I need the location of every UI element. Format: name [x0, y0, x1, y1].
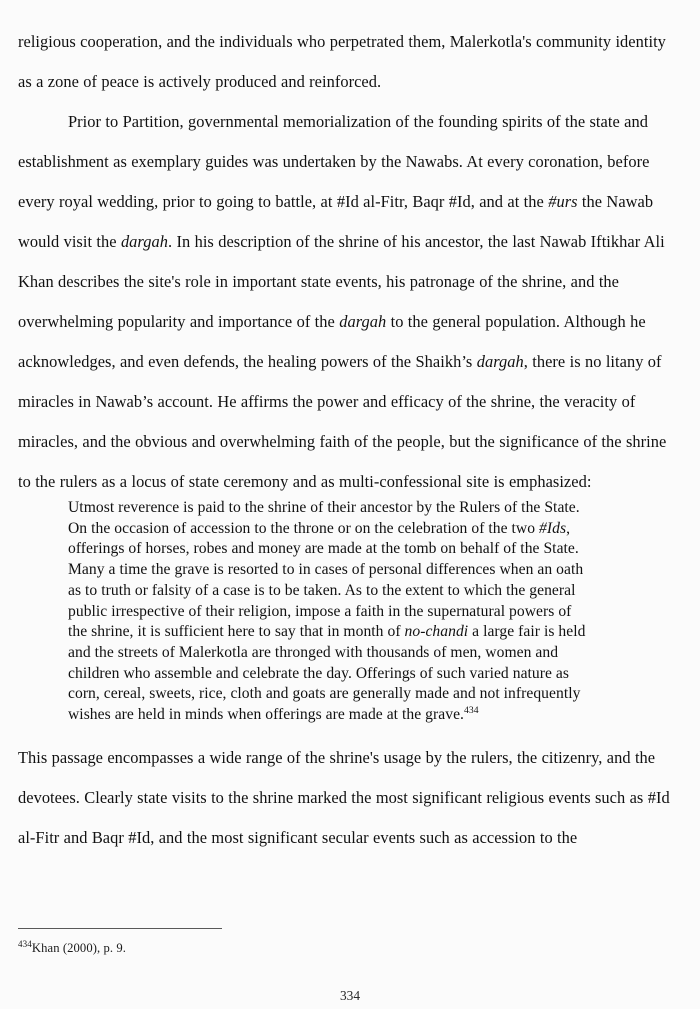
quote-line — [68, 581, 648, 602]
footnote-text: Khan (2000), p. 9. — [31, 941, 127, 955]
quote-line — [68, 705, 648, 726]
paragraph-this-passage — [18, 738, 682, 858]
quote-line — [68, 602, 648, 623]
body-text-column — [18, 22, 682, 502]
footnote-marker: 434 — [18, 938, 32, 949]
quote-line — [68, 643, 648, 664]
text-run: religious cooperation, and the individuals who perpetrated them, Malerkotla's community identity as a zone of peace is actively produced and reinforced. — [18, 32, 666, 91]
italic-term: dargah — [476, 352, 524, 371]
text-run: Utmost reverence is paid to the shrine of their ancestor by the Rulers of the State. — [68, 499, 580, 516]
quote-line — [68, 498, 648, 519]
text-run: Prior to Partition, governmental memorialization of the founding spirits of the state and establishment as exemplary guides was undertaken by the Nawabs. At every coronation, before every royal wedding, prior to going to battle, at #Id al-Fitr, Baqr #Id, and at the — [18, 112, 650, 211]
text-run: public irrespective of their religion, impose a faith in the supernatural powers of — [68, 602, 572, 620]
text-run: offerings of horses, robes and money are made at the tomb on behalf of the State. — [68, 540, 579, 558]
footnote-separator-rule — [18, 928, 222, 929]
paragraph-continued — [18, 22, 682, 102]
text-run: This passage encompasses a wide range of the shrine's usage by the rulers, the citizenry, and the devotees. Clearly state visits to the shrine marked the most significant religious events such as #Id al-Fitr and Baqr #Id, and the most significant secular events such as accession to the — [18, 748, 670, 847]
text-run: , — [566, 519, 571, 537]
quote-line — [68, 519, 648, 540]
text-run: a large fair is held — [468, 623, 586, 641]
quote-line — [68, 684, 648, 705]
text-run: the Nawab would visit the — [18, 192, 654, 251]
text-run: children who assemble and celebrate the day. Offerings of such varied nature as — [68, 664, 570, 682]
text-run: to the general population. Although he acknowledges, and even defends, the healing powers of the Shaikh’s — [18, 312, 646, 371]
text-run: Many a time the grave is resorted to in cases of personal differences when an oath — [68, 561, 584, 579]
text-run: corn, cereal, sweets, rice, cloth and goats are generally made and not infrequently — [68, 685, 581, 703]
italic-term: #urs — [548, 192, 578, 211]
closing-text-column — [18, 738, 682, 858]
text-run: as to truth or falsity of a case is to be taken. As to the extent to which the general — [68, 581, 576, 599]
footnote-reference: 434 — [464, 704, 479, 716]
quote-line — [68, 622, 648, 643]
text-run: and the streets of Malerkotla are thronged with thousands of men, women and — [68, 643, 559, 661]
quote-line — [68, 560, 648, 581]
italic-term: #Ids — [539, 519, 567, 537]
text-run: . In his description of the shrine of his ancestor, the last Nawab Iftikhar Ali Khan describes the site's role in important state events, his patronage of the shrine, and the overwhelming popularity and importance of the — [18, 232, 665, 331]
text-run: the shrine, it is sufficient here to say that in month of — [68, 623, 405, 641]
footnote-entry — [18, 940, 518, 956]
text-run: On the occasion of accession to the throne or on the celebration of the two — [68, 519, 540, 537]
page-number: 334 — [339, 988, 361, 1003]
italic-term: dargah — [339, 312, 387, 331]
italic-term: dargah — [120, 232, 168, 251]
quote-line — [68, 664, 648, 685]
paragraph-prior-to-partition — [18, 102, 682, 502]
italic-term: no-chandi — [404, 623, 469, 641]
quote-line — [68, 539, 648, 560]
block-quotation — [68, 498, 648, 726]
text-run: , there is no litany of miracles in Nawab’s account. He affirms the power and efficacy of the shrine, the veracity of miracles, and the obvious and overwhelming faith of the people, but the significance of the shrine to the rulers as a locus of state ceremony and as multi-confessional site is emphasized: — [18, 352, 667, 491]
text-run: wishes are held in minds when offerings are made at the grave. — [68, 706, 464, 724]
